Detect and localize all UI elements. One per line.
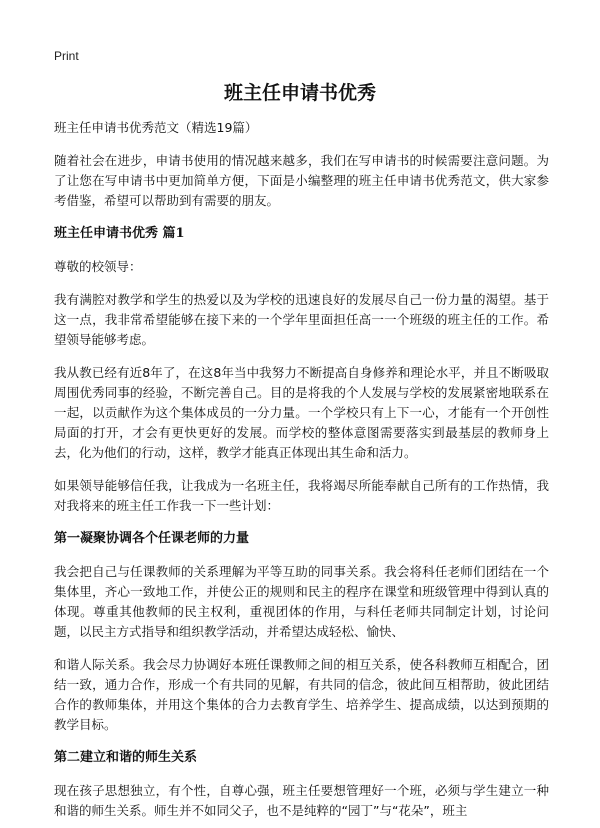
body-paragraph: 我会把自己与任课教师的关系理解为平等互助的同事关系。我会将科任老师们团结在一个集体里，齐心一致地工作，并使公正的规则和民主的程序在课堂和班级管理中得到认真的体现。尊重其他教师的民主权利，重视团体的作用，与科任老师共同制定计划，讨论问题，以民主方式指导和组织教学活动，并希望达成轻松、愉快、 (54, 564, 549, 639)
document-body (54, 118, 549, 821)
document-title: 班主任申请书优秀 (223, 82, 376, 104)
body-paragraph: 如果领导能够信任我，让我成为一名班主任，我将竭尽所能奉献自己所有的工作热情，我对我将来的班主任工作我一下一些计划： (54, 478, 549, 513)
subsection-heading: 第一凝聚协调各个任课老师的力量 (54, 531, 250, 546)
intro-paragraph: 随着社会在进步，申请书使用的情况越来越多，我们在写申请书的时候需要注意问题。为了让您在写申请书中更加简单方便，下面是小编整理的班主任申请书优秀范文，供大家参考借鉴，希望可以帮助到有需要的朋友。 (54, 153, 549, 208)
document-subtitle: 班主任申请书优秀范文（精选19篇） (54, 120, 258, 135)
body-paragraph: 我从教已经有近8年了，在这8年当中我努力不断提高自身修养和理论水平，并且不断吸取周围优秀同事的经验，不断完善自己。目的是将我的个人发展与学校的发展紧密地联系在一起，以贡献作为这个集体成员的一分力量。一个学校只有上下一心，才能有一个开创性局面的打开，才会有更快更好的发展。而学校的整体意图需要落实到最基层的教师身上去，化为他们的行动，这样，教学才能真正体现出其生命和活力。 (54, 365, 549, 460)
body-paragraph: 和谐人际关系。我会尽力协调好本班任课教师之间的相互关系，使各科教师互相配合，团结一致，通力合作，形成一个有共同的见解，有共同的信念，彼此间互相帮助，彼此团结合作的教师集体，并用这个集体的合力去教育学生、培养学生、提高成绩，以达到预期的教学目标。 (54, 657, 549, 732)
body-paragraph: 我有满腔对教学和学生的热爱以及为学校的迅速良好的发展尽自己一份力量的渴望。基于这一点，我非常希望能够在接下来的一个学年里面担任高一一个班级的班主任的工作。希望领导能够考虑。 (54, 292, 549, 347)
print-link[interactable]: Print (54, 49, 79, 63)
body-paragraph: 现在孩子思想独立，有个性，自尊心强，班主任要想管理好一个班，必须与学生建立一种和谐的师生关系。师生并不如同父子，也不是纯粹的“园丁”与“花朵”，班主 (54, 783, 549, 818)
section-heading: 班主任申请书优秀 篇1 (54, 226, 185, 241)
subsection-heading: 第二建立和谐的师生关系 (54, 750, 198, 765)
salutation: 尊敬的校领导： (54, 259, 142, 274)
